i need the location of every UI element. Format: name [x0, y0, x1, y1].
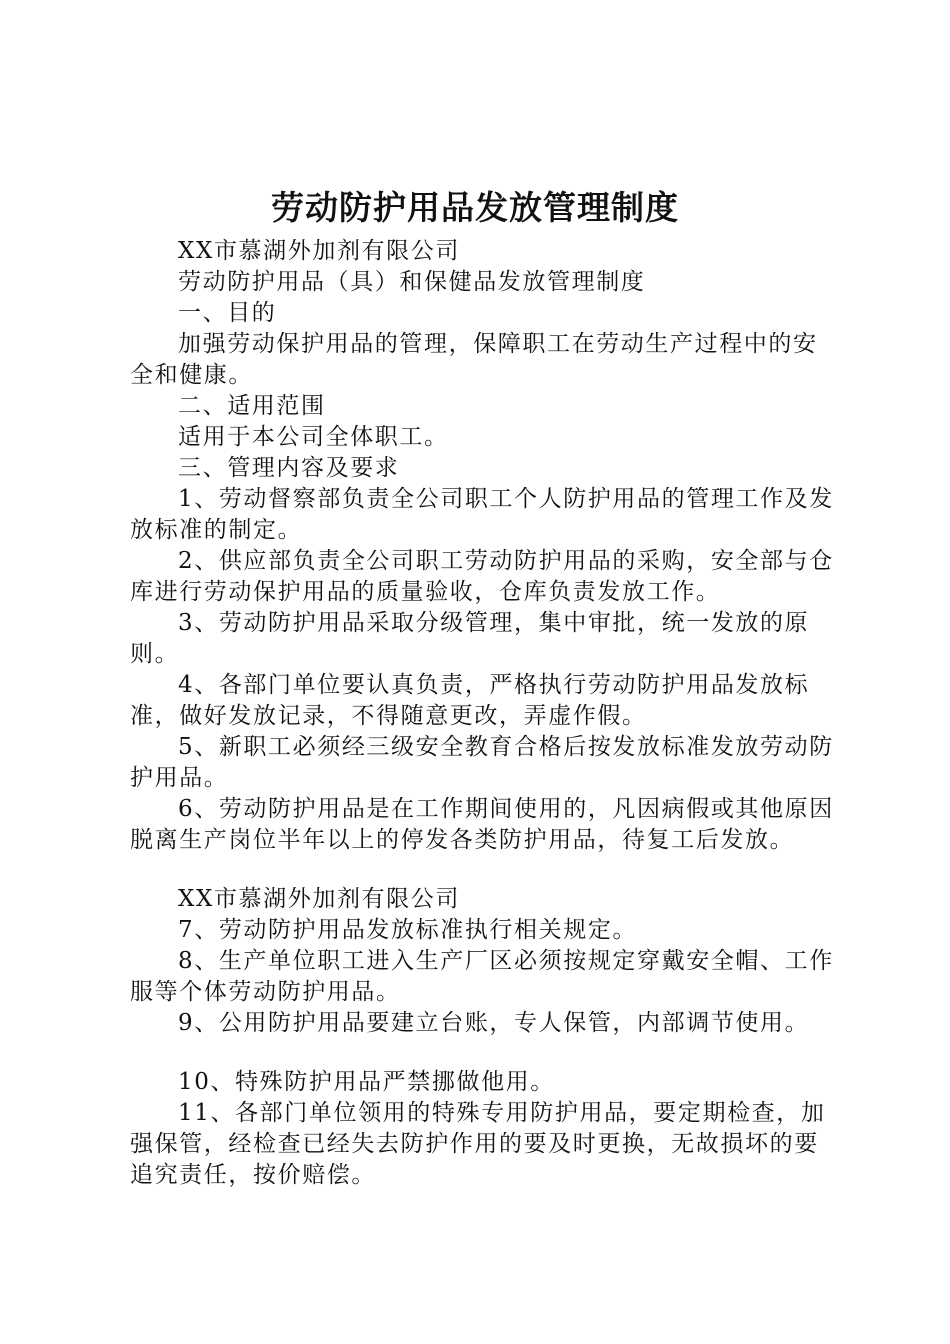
company-name-repeat: XX市慕湖外加剂有限公司	[178, 886, 460, 912]
clause-9: 9、公用防护用品要建立台账，专人保管，内部调节使用。	[178, 1010, 810, 1036]
regulation-subtitle: 劳动防护用品（具）和保健品发放管理制度	[178, 269, 646, 295]
clause-11: 11、各部门单位领用的特殊专用防护用品，要定期检查，加强保管，经检查已经失去防护作用的要及时更换，无故损坏的要追究责任，按价赔偿。	[130, 1100, 826, 1188]
company-name: XX市慕湖外加剂有限公司	[178, 238, 460, 264]
document-title: 劳动防护用品发放管理制度	[271, 188, 679, 227]
paragraph-gap	[130, 1039, 835, 1067]
clause-3: 3、劳动防护用品采取分级管理，集中审批，统一发放的原则。	[130, 610, 810, 667]
clause-1: 1、劳动督察部负责全公司职工个人防护用品的管理工作及发放标准的制定。	[130, 486, 834, 543]
clause-6: 6、劳动防护用品是在工作期间使用的，凡因病假或其他原因脱离生产岗位半年以上的停发各类防护用品，待复工后发放。	[130, 796, 834, 853]
clause-7: 7、劳动防护用品发放标准执行相关规定。	[178, 917, 638, 943]
section-heading-purpose: 一、目的	[178, 300, 277, 326]
clause-8: 8、生产单位职工进入生产厂区必须按规定穿戴安全帽、工作服等个体劳动防护用品。	[130, 948, 834, 1005]
clause-2: 2、供应部负责全公司职工劳动防护用品的采购，安全部与仓库进行劳动保护用品的质量验收，仓库负责发放工作。	[130, 548, 834, 605]
scope-text: 适用于本公司全体职工。	[178, 424, 449, 450]
purpose-text: 加强劳动保护用品的管理，保障职工在劳动生产过程中的安全和健康。	[130, 331, 818, 388]
document-body	[130, 236, 835, 1191]
section-heading-scope: 二、适用范围	[178, 393, 326, 419]
clause-5: 5、新职工必须经三级安全教育合格后按发放标准发放劳动防护用品。	[130, 734, 834, 791]
clause-4: 4、各部门单位要认真负责，严格执行劳动防护用品发放标准，做好发放记录，不得随意更改，弄虚作假。	[130, 672, 810, 729]
section-heading-content: 三、管理内容及要求	[178, 455, 400, 481]
clause-10: 10、特殊防护用品严禁挪做他用。	[178, 1069, 555, 1095]
paragraph-gap	[130, 856, 835, 884]
